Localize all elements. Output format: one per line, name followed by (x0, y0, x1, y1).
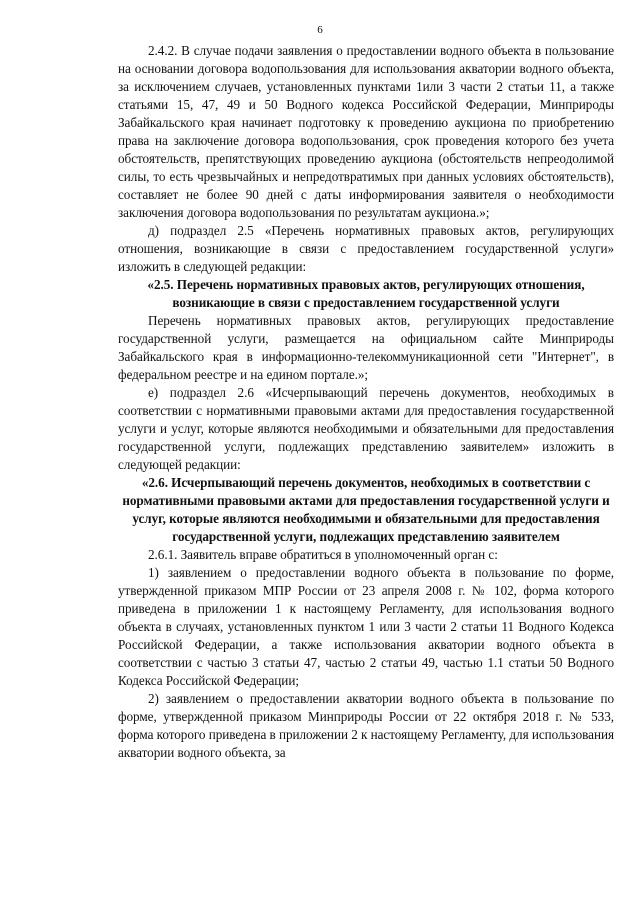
heading-2-6: «2.6. Исчерпывающий перечень документов, необходимых в соответствии с нормативными правовыми актами для предоставления государственной услуги и услуг, которые являются необходимыми и обязательными для предоставления государственной услуги, подлежащих представлению заявителем (122, 475, 610, 544)
heading-2-5: «2.5. Перечень нормативных правовых актов, регулирующих отношения, возникающие в связи с предоставлением государственной услуги (147, 277, 585, 310)
list-item-2: 2) заявлением о предоставлении акватории водного объекта в пользование по форме, утвержденной приказом Минприроды России от 22 октября 2018 г. № 533, форма которого приведена в приложении 2 к настоящему Регламенту, для использования акватории водного объекта, за (118, 691, 614, 760)
document-body (118, 42, 614, 762)
paragraph-2-5-body: Перечень нормативных правовых актов, регулирующих предоставление государственной услуги, размещается на официальном сайте Минприроды Забайкальского края в информационно-телекоммуникационной сети "Интернет", в федеральном реестре и на едином портале.»; (118, 313, 614, 382)
page-number: 6 (317, 24, 323, 36)
paragraph-item-d: д) подраздел 2.5 «Перечень нормативных правовых актов, регулирующих отношения, возникающие в связи с предоставлением государственной услуги» изложить в следующей редакции: (118, 223, 614, 274)
paragraph-2-6-1: 2.6.1. Заявитель вправе обратиться в уполномоченный орган с: (148, 547, 498, 562)
list-item-1: 1) заявлением о предоставлении водного объекта в пользование по форме, утвержденной приказом МПР России от 23 апреля 2008 г. № 102, форма которого приведена в приложении 1 к настоящему Регламенту, для использования водного объекта в случаях, установленных пунктом 1 или 3 части 2 статьи 11 Водного Кодекса Российской Федерации, а также использования акватории водного объекта в соответствии с частью 3 статьи 47, частью 2 статьи 49, частью 1.1 статьи 50 Водного Кодекса Российской Федерации; (118, 565, 614, 688)
paragraph-item-e: е) подраздел 2.6 «Исчерпывающий перечень документов, необходимых в соответствии с нормативными правовыми актами для предоставления государственной услуги и услуг, которые являются необходимыми и обязательными для предоставления государственной услуги, подлежащих представлению заявителем» изложить в следующей редакции: (118, 385, 614, 472)
paragraph-2-4-2: 2.4.2. В случае подачи заявления о предоставлении водного объекта в пользование на основании договора водопользования для использования акватории водного объекта, за исключением случаев, установленных пунктами 1или 3 части 2 статьи 11, а также статьями 15, 47, 49 и 50 Водного кодекса Российской Федерации, Минприроды Забайкальского края начинает подготовку к проведению аукциона по приобретению права на заключение договора водопользования, срок проведения которого без учета обстоятельств, препятствующих проведению аукциона (обстоятельств непреодолимой силы, то есть чрезвычайных и непредотвратимых при данных условиях обстоятельств), составляет не более 90 дней с даты информирования заявителя о необходимости заключения договора водопользования по результатам аукциона.»; (118, 43, 614, 220)
